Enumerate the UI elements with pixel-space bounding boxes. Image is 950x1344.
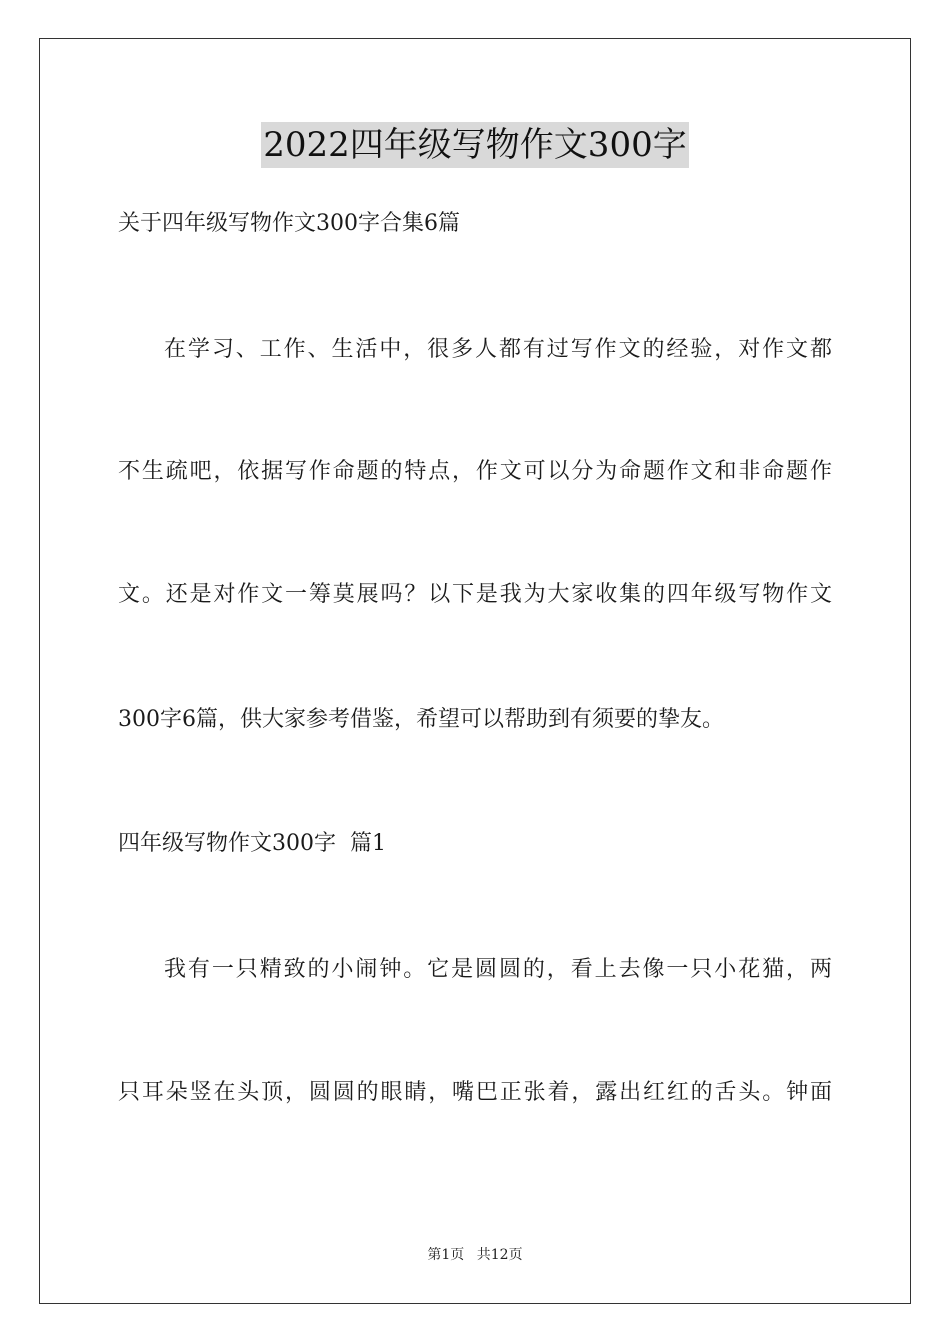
document-title: 2022四年级写物作文300字: [261, 122, 688, 168]
intro-line-3: 文。还是对作文一筹莫展吗？以下是我为大家收集的四年级写物作文: [118, 582, 832, 607]
current-page-number: 第1页: [427, 1247, 465, 1263]
intro-line-2: 不生疏吧，依据写作命题的特点，作文可以分为命题作文和非命题作: [118, 459, 832, 484]
essay-line-1: 我有一只精致的小闹钟。它是圆圆的，看上去像一只小花猫，两: [164, 957, 832, 982]
document-subtitle: 关于四年级写物作文300字合集6篇: [118, 211, 460, 236]
intro-line-4: 300字6篇，供大家参考借鉴，希望可以帮助到有须要的挚友。: [118, 707, 724, 732]
section-heading: 四年级写物作文300字 篇1: [118, 831, 386, 856]
page-footer: [0, 1245, 950, 1265]
essay-line-2: 只耳朵竖在头顶，圆圆的眼睛，嘴巴正张着，露出红红的舌头。钟面: [118, 1080, 832, 1105]
title-container: [0, 122, 950, 168]
total-page-count: 共12页: [476, 1247, 523, 1263]
intro-line-1: 在学习、工作、生活中，很多人都有过写作文的经验，对作文都: [164, 337, 832, 362]
